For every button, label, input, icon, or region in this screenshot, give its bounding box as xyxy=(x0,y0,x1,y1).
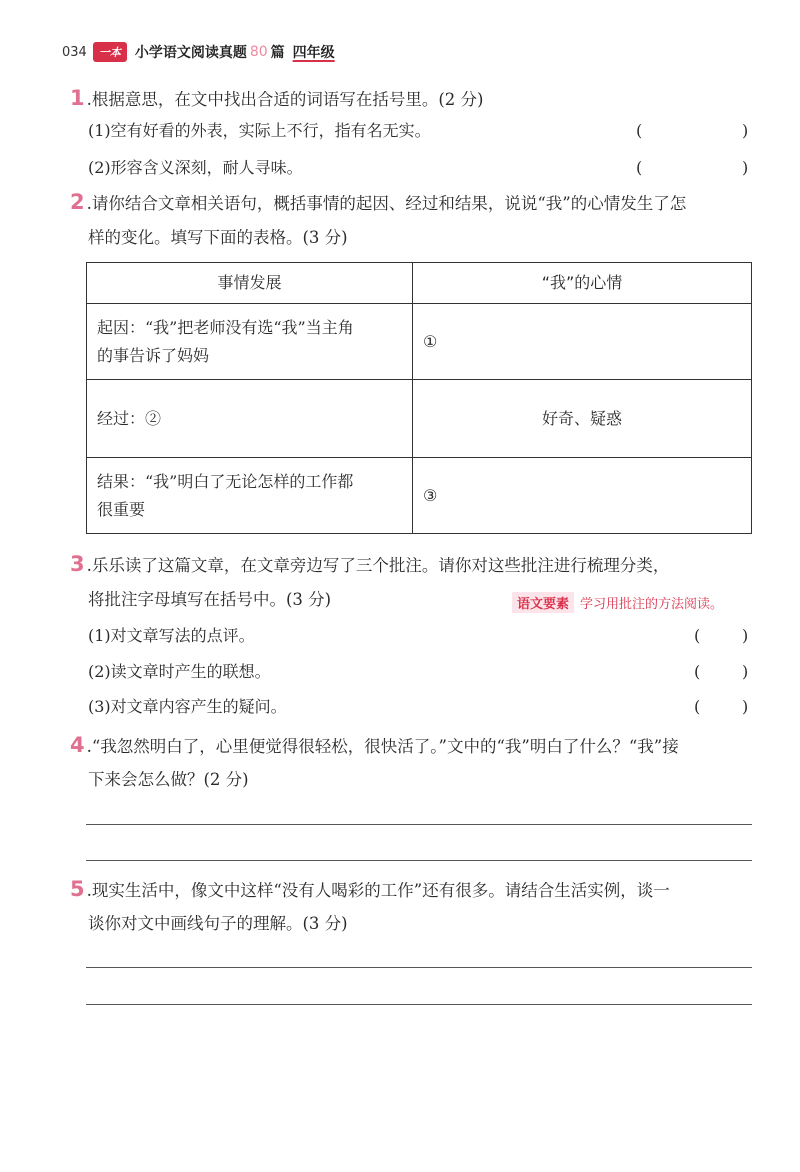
series-title: 小学语文阅读真题 xyxy=(134,45,247,61)
question-text-cont: 样的变化。填写下面的表格。(3 分) xyxy=(88,228,348,247)
count-unit: 篇 xyxy=(270,45,285,61)
mood-cell: 好奇、疑惑 xyxy=(413,380,752,458)
q3-item-2: (2)读文章时产生的联想。 xyxy=(88,662,271,681)
answer-paren-close: ) xyxy=(742,662,749,681)
answer-paren-open: ( xyxy=(694,697,701,716)
question-4 xyxy=(70,733,679,759)
question-text: .根据意思，在文中找出合适的词语写在括号里。(2 分) xyxy=(86,90,484,109)
question-number: 5 xyxy=(70,877,85,901)
question-number: 1 xyxy=(70,86,85,110)
question-number: 3 xyxy=(70,552,85,576)
q1-item-1: (1)空有好看的外表，实际上不行，指有名无实。 xyxy=(88,121,431,140)
question-text: .乐乐读了这篇文章，在文章旁边写了三个批注。请你对这些批注进行梳理分类， xyxy=(86,556,670,575)
question-2 xyxy=(70,190,686,216)
question-text-cont: 将批注字母填写在括号中。(3 分) xyxy=(88,590,332,609)
mood-cell[interactable]: ① xyxy=(413,304,752,380)
page-number: 034 xyxy=(62,44,87,60)
question-1 xyxy=(70,86,484,112)
answer-paren-close: ) xyxy=(742,626,749,645)
grade-label: 四年级 xyxy=(292,45,335,61)
tag-text: 学习用批注的方法阅读。 xyxy=(580,597,724,612)
question-text-cont: 下来会怎么做？(2 分) xyxy=(88,770,249,789)
mood-table xyxy=(86,262,752,534)
mood-cell[interactable]: ③ xyxy=(413,458,752,534)
question-5 xyxy=(70,877,670,903)
answer-line[interactable] xyxy=(86,860,752,861)
q3-item-1: (1)对文章写法的点评。 xyxy=(88,626,255,645)
question-text: .请你结合文章相关语句，概括事情的起因、经过和结果，说说“我”的心情发生了怎 xyxy=(86,194,687,213)
answer-paren-open: ( xyxy=(694,626,701,645)
question-text: .“我忽然明白了，心里便觉得很轻松，很快活了。”文中的“我”明白了什么？“我”接 xyxy=(86,737,679,756)
question-number: 4 xyxy=(70,733,85,757)
table-header: 事情发展 xyxy=(87,263,413,304)
q1-item-2: (2)形容含义深刻，耐人寻味。 xyxy=(88,158,303,177)
table-header: “我”的心情 xyxy=(413,263,752,304)
question-text: .现实生活中，像文中这样“没有人喝彩的工作”还有很多。请结合生活实例，谈一 xyxy=(86,881,670,900)
answer-line[interactable] xyxy=(86,824,752,825)
question-3 xyxy=(70,552,669,578)
page-header xyxy=(62,40,335,64)
answer-paren-close: ) xyxy=(742,121,749,140)
answer-line[interactable] xyxy=(86,1004,752,1005)
table-header-row xyxy=(87,263,752,304)
table-row xyxy=(87,380,752,458)
answer-paren-close: ) xyxy=(742,697,749,716)
table-row xyxy=(87,458,752,534)
q3-item-3: (3)对文章内容产生的疑问。 xyxy=(88,697,287,716)
publisher-logo: 一本 xyxy=(93,42,127,62)
answer-paren-close: ) xyxy=(742,158,749,177)
answer-line[interactable] xyxy=(86,967,752,968)
question-text-cont: 谈你对文中画线句子的理解。(3 分) xyxy=(88,914,348,933)
event-cell: 起因：“我”把老师没有选“我”当主角 的事告诉了妈妈 xyxy=(87,304,413,380)
event-cell: 结果：“我”明白了无论怎样的工作都 很重要 xyxy=(87,458,413,534)
question-number: 2 xyxy=(70,190,85,214)
table-row xyxy=(87,304,752,380)
answer-paren-open: ( xyxy=(636,158,643,177)
article-count: 80 xyxy=(249,44,268,60)
answer-paren-open: ( xyxy=(694,662,701,681)
answer-paren-open: ( xyxy=(636,121,643,140)
tag-label: 语文要素 xyxy=(512,592,574,613)
event-cell[interactable]: 经过：② xyxy=(87,380,413,458)
skill-tag xyxy=(512,592,723,613)
